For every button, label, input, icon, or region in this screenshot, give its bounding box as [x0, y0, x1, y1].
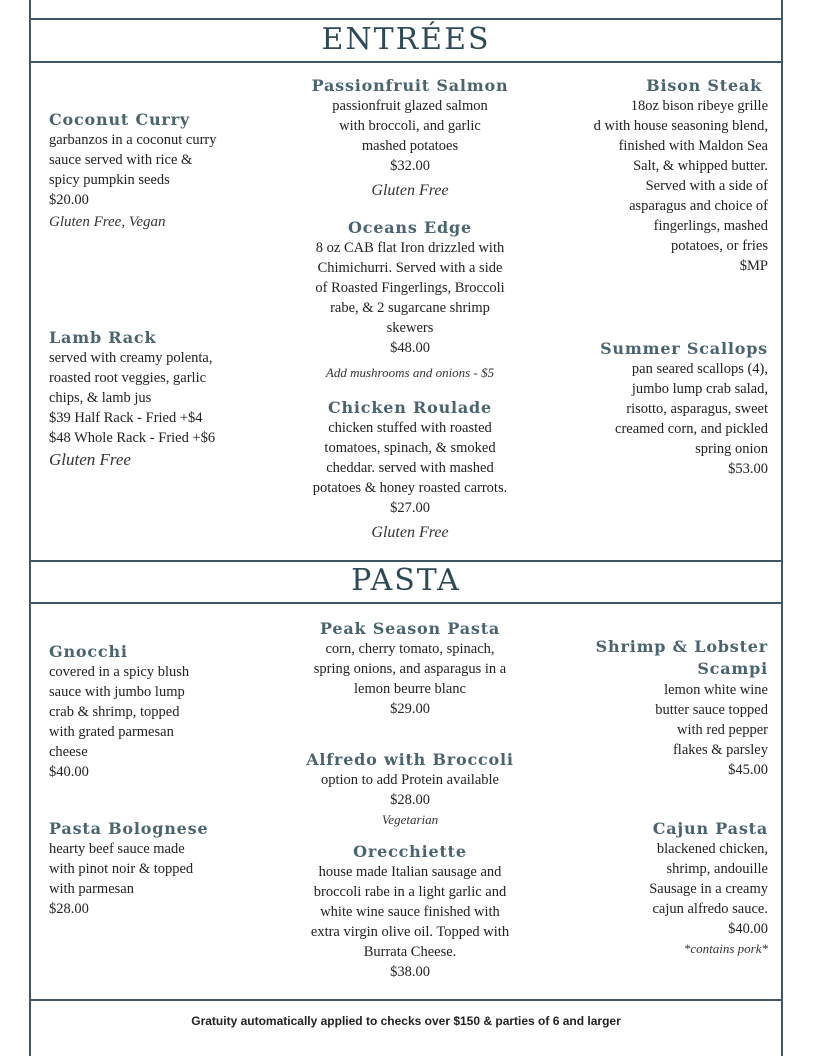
menu-item-orecchiette	[290, 842, 530, 982]
menu-item-coconut-curry	[49, 110, 269, 234]
item-name: Cajun Pasta	[652, 819, 768, 838]
item-price: $38.00	[390, 964, 430, 980]
item-price: $27.00	[390, 500, 430, 516]
menu-item-bison-steak	[548, 76, 768, 276]
item-description: 18oz bison ribeye grille d with house seasoning blend, finished with Maldon Sea Salt, & whipped butter. Served with a side of asparagus and choice of fingerlings, mashed potatoes, or fries	[593, 98, 768, 254]
item-price: $28.00	[49, 901, 89, 917]
pasta-title: PASTA	[351, 563, 461, 598]
menu-item-peak-season-pasta	[290, 619, 530, 719]
menu-item-chicken-roulade	[290, 398, 530, 548]
item-name: Oceans Edge	[348, 218, 472, 237]
divider-pasta-top	[29, 560, 783, 562]
item-description: hearty beef sauce made with pinot noir & topped with parmesan	[49, 841, 194, 897]
frame-right-border	[781, 0, 783, 1056]
item-price: $48.00	[390, 340, 430, 356]
item-description: corn, cherry tomato, spinach, spring onions, and asparagus in a lemon beurre blanc	[313, 641, 507, 697]
gratuity-footer-note: Gratuity automatically applied to checks over $150 & parties of 6 and larger	[191, 1014, 621, 1028]
item-name: Summer Scallops	[600, 339, 768, 358]
item-description: blackened chicken, shrimp, andouille Sausage in a creamy cajun alfredo sauce.	[649, 841, 768, 917]
item-price: $45.00	[728, 762, 768, 778]
item-name: Shrimp & Lobster Scampi	[595, 637, 768, 678]
item-price: $32.00	[390, 158, 430, 174]
item-description: 8 oz CAB flat Iron drizzled with Chimichurri. Served with a side of Roasted Fingerlings, Broccoli rabe, & 2 sugarcane shrimp skewers	[315, 240, 505, 336]
item-dietary-note: Gluten Free	[371, 524, 449, 541]
menu-item-alfredo-with-broccoli	[290, 750, 530, 830]
item-name: Lamb Rack	[49, 328, 157, 347]
item-name: Bison Steak	[646, 76, 762, 95]
menu-item-gnocchi	[49, 642, 269, 782]
item-price: $29.00	[390, 701, 430, 717]
item-description: passionfruit glazed salmon with broccoli, and garlic mashed potatoes	[332, 98, 488, 154]
entrees-title: ENTRÉES	[321, 22, 491, 57]
item-name: Peak Season Pasta	[319, 619, 501, 638]
item-description: served with creamy polenta, roasted root veggies, garlic chips, & lamb jus	[49, 350, 213, 406]
divider-footer	[29, 999, 783, 1001]
item-name: Pasta Bolognese	[49, 819, 209, 838]
item-name: Chicken Roulade	[327, 398, 493, 417]
menu-item-cajun-pasta	[548, 819, 768, 959]
item-price: $39 Half Rack - Fried +$4 $48 Whole Rack - Fried +$6	[49, 410, 216, 446]
menu-item-pasta-bolognese	[49, 819, 269, 919]
item-description: chicken stuffed with roasted tomatoes, spinach, & smoked cheddar. served with mashed potatoes & honey roasted carrots.	[312, 420, 508, 496]
divider-top	[29, 18, 783, 20]
divider-entrees-bottom	[29, 61, 783, 63]
menu-item-summer-scallops	[548, 339, 768, 479]
divider-pasta-bottom	[29, 602, 783, 604]
item-price: $20.00	[49, 192, 89, 208]
menu-item-lamb-rack	[49, 328, 269, 472]
item-price: $53.00	[728, 461, 768, 477]
item-allergen-note: *contains pork*	[683, 941, 768, 956]
menu-item-shrimp-lobster-scampi	[548, 636, 768, 780]
item-name: Orecchiette	[353, 842, 467, 861]
item-dietary-note: Gluten Free	[371, 182, 449, 199]
item-price: $40.00	[728, 921, 768, 937]
item-description: option to add Protein available	[321, 772, 499, 788]
item-dietary-note: Gluten Free, Vegan	[49, 214, 166, 230]
item-name: Gnocchi	[49, 642, 128, 661]
item-dietary-note: Gluten Free	[49, 450, 131, 469]
item-addon-note: Add mushrooms and onions - $5	[325, 365, 495, 380]
menu-item-oceans-edge	[290, 218, 530, 388]
item-name: Alfredo with Broccoli	[306, 750, 514, 769]
menu-item-passionfruit-salmon	[290, 76, 530, 206]
item-name: Passionfruit Salmon	[311, 76, 509, 95]
item-price: $40.00	[49, 764, 89, 780]
item-description: lemon white wine butter sauce topped with red pepper flakes & parsley	[655, 682, 768, 758]
item-description: house made Italian sausage and broccoli rabe in a light garlic and white wine sauce finished with extra virgin olive oil. Topped with Burrata Cheese.	[310, 864, 510, 960]
item-description: garbanzos in a coconut curry sauce served with rice & spicy pumpkin seeds	[49, 132, 217, 188]
frame-left-border	[29, 0, 31, 1056]
item-description: pan seared scallops (4), jumbo lump crab salad, risotto, asparagus, sweet creamed corn, and pickled spring onion	[615, 361, 768, 457]
item-price: $MP	[739, 258, 768, 274]
item-name: Coconut Curry	[49, 110, 190, 129]
item-dietary-note: Vegetarian	[381, 812, 439, 827]
item-description: covered in a spicy blush sauce with jumbo lump crab & shrimp, topped with grated parmesan cheese	[49, 664, 190, 760]
item-price: $28.00	[390, 792, 430, 808]
